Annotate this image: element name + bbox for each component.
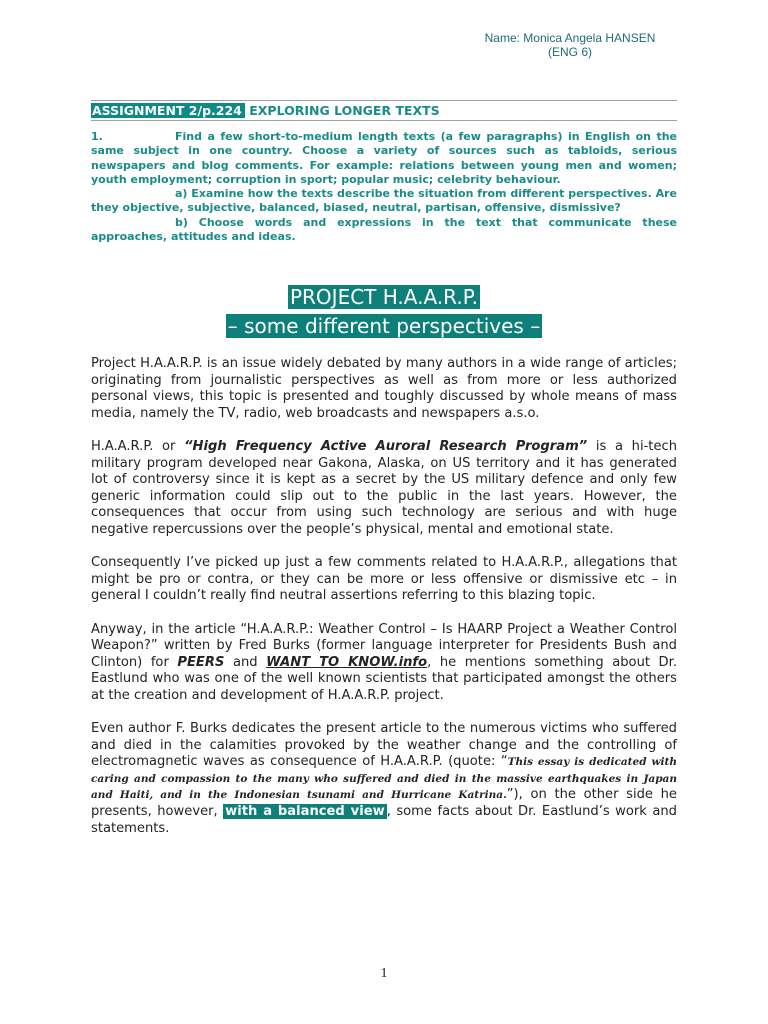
article-body — [91, 356, 677, 854]
assignment-code: ASSIGNMENT 2/p.224 — [91, 103, 245, 118]
p2-lead: H.A.A.R.P. or — [91, 438, 185, 454]
page-number: 1 — [380, 966, 388, 981]
title-line-1: PROJECT H.A.A.R.P. — [289, 285, 479, 309]
peers-label: PEERS — [177, 654, 225, 670]
assignment-title — [91, 103, 677, 121]
assignment-block — [91, 100, 677, 244]
dedication-quote: This essay is dedicated with caring and compassion to the many who suffered and died in the massive earthquakes in Japan and Haiti, and in the Indonesian tsunami and Hurricane Katrina. — [91, 756, 677, 802]
p4-rest: , he mentions something about Dr. Eastlund who was one of the well known scientists that participated amongst the others at the creation and development of H.A.A.R.P. project. — [91, 654, 677, 703]
want-to-know-link[interactable]: WANT TO KNOW.info — [266, 654, 428, 670]
student-class: (ENG 6) — [547, 45, 592, 59]
student-name: Name: Monica Angela HANSEN — [484, 31, 656, 45]
assignment-top-rule — [91, 100, 677, 101]
task-b — [91, 216, 677, 245]
p2-rest: is a hi-tech military program developed near Gakona, Alaska, on US territory and it has generated lot of controversy since it is kept as a secret by the US military defence and only few generic information could slip out to the public in the last years. However, the consequences that occur from using such technology are serious and with huge negative repercussions over the people’s physical, mental and emotional state. — [91, 438, 677, 537]
paragraph-5 — [91, 721, 677, 837]
paragraph-1: Project H.A.A.R.P. is an issue widely debated by many authors in a wide range of articles; originating from journalistic perspectives as well as from more or less authorized personal views, this topic is presented and toughly discussed by whole means of mass media, namely the TV, radio, web broadcasts and newspapers a.s.o. — [91, 356, 677, 421]
p5-rest: , some facts about Dr. Eastlund’s work and statements. — [91, 804, 677, 836]
paragraph-4 — [91, 622, 677, 705]
p4-lead: Anyway, in the article “H.A.A.R.P.: Weather Control – Is HAARP Project a Weather Control Weapon?” written by Fred Burks (former language interpreter for Presidents Bush and Clinton) for — [91, 621, 677, 670]
p5-middle: ”), on the other side he presents, however, — [91, 787, 677, 820]
task-a-text: a) Examine how the texts describe the situation from different perspectives. Are they objective, subjective, balanced, biased, neutral, partisan, offensive, dismissive? — [91, 187, 677, 215]
assignment-heading: EXPLORING LONGER TEXTS — [249, 103, 440, 118]
assignment-instructions — [91, 130, 677, 244]
task-b-text: b) Choose words and expressions in the text that communicate these approaches, attitudes and ideas. — [91, 215, 677, 244]
task-a — [91, 187, 677, 216]
document-title — [0, 283, 768, 341]
paragraph-2 — [91, 439, 677, 539]
p4-and: and — [224, 654, 267, 670]
p5-lead: Even author F. Burks dedicates the present article to the numerous victims who suffered and died in the calamities provoked by the weather change and the controlling of electromagnetic waves as consequence of H.A.A.R.P. (quote: “ — [91, 721, 677, 770]
balanced-view-highlight: with a balanced view — [225, 804, 385, 820]
task-lead-paragraph — [91, 130, 677, 187]
task-lead: Find a few short-to-medium length texts (a few paragraphs) in English on the same subject in one country. Choose a variety of sources such as tabloids, serious newspapers and blog comments. For example: relations between young men and women; youth employment; corruption in sport; popular music; celebrity behaviour. — [91, 130, 677, 186]
task-number: 1. — [91, 130, 103, 143]
paragraph-3: Consequently I’ve picked up just a few comments related to H.A.A.R.P., allegations that might be pro or contra, or they can be more or less offensive or dismissive etc – in general I couldn’t really find neutral assertions referring to this blazing topic. — [91, 555, 677, 604]
title-line-2: – some different perspectives – — [227, 314, 541, 338]
haarp-full-name: “High Frequency Active Auroral Research Program” — [184, 438, 588, 454]
student-header — [450, 31, 690, 59]
